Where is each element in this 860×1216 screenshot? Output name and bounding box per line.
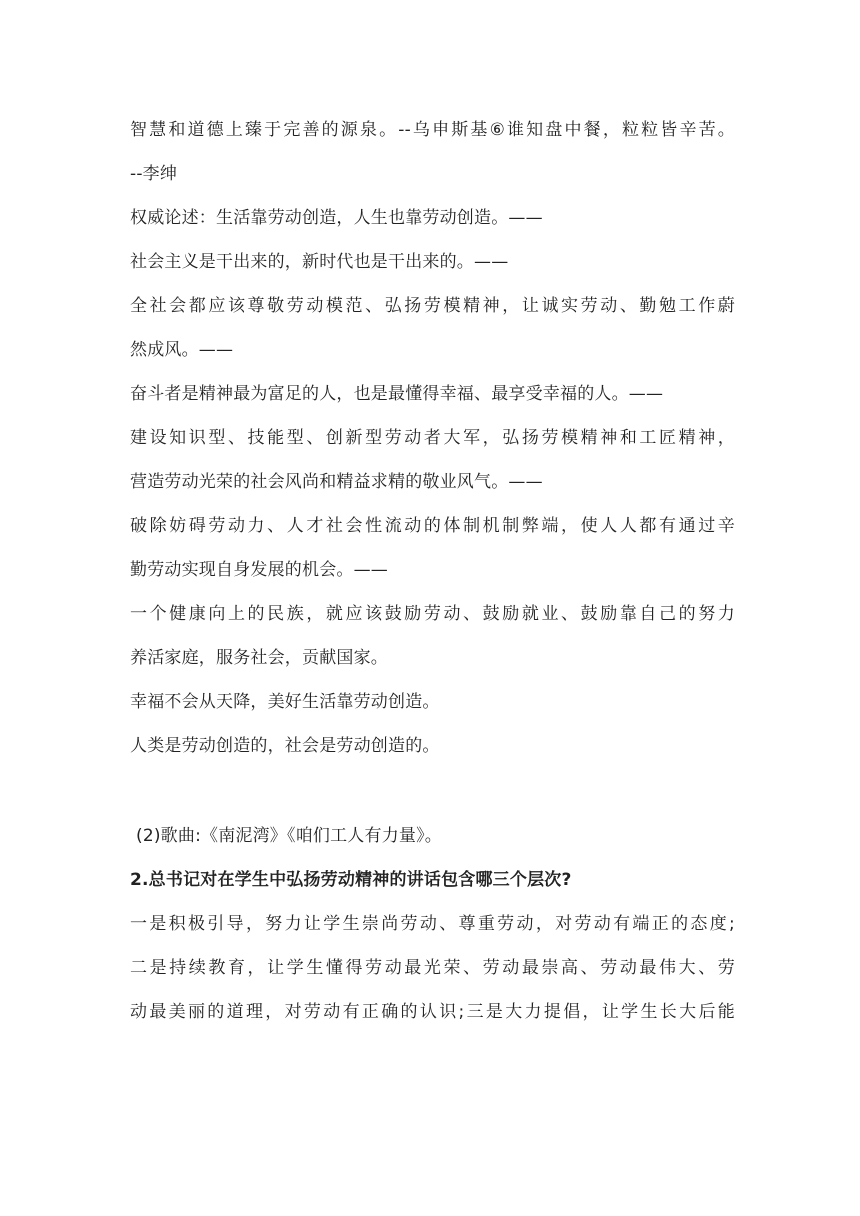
- text-line: 人类是劳动创造的，社会是劳动创造的。: [130, 736, 440, 756]
- paragraph-gap: [130, 768, 735, 814]
- song-line: (2)歌曲:《南泥湾》《咱们工人有力量》。: [136, 826, 443, 846]
- text-line: 全社会都应该尊敬劳动模范、弘扬劳模精神，让诚实劳动、勤勉工作蔚: [130, 296, 735, 316]
- text-line: 一个健康向上的民族，就应该鼓励劳动、鼓励就业、鼓励靠自己的努力: [130, 604, 735, 624]
- text-line: 社会主义是干出来的，新时代也是干出来的。——: [130, 252, 509, 272]
- text-line: 勤劳动实现自身发展的机会。——: [130, 560, 388, 580]
- text-line: 奋斗者是精神最为富足的人，也是最懂得幸福、最享受幸福的人。——: [130, 384, 664, 404]
- text-line: 破除妨碍劳动力、人才社会性流动的体制机制弊端，使人人都有通过辛: [130, 516, 735, 536]
- document-body: [130, 108, 735, 1034]
- answer-line: 动最美丽的道理，对劳动有正确的认识;三是大力提倡，让学生长大后能: [130, 1002, 735, 1022]
- text-line: 建设知识型、技能型、创新型劳动者大军，弘扬劳模精神和工匠精神，: [130, 428, 735, 448]
- text-line: 智慧和道德上臻于完善的源泉。--乌申斯基⑥谁知盘中餐，粒粒皆辛苦。: [130, 120, 735, 140]
- question-heading: 2.总书记对在学生中弘扬劳动精神的讲话包含哪三个层次?: [130, 870, 572, 890]
- text-line: 权威论述：生活靠劳动创造，人生也靠劳动创造。——: [130, 208, 543, 228]
- text-line: 养活家庭，服务社会，贡献国家。: [130, 648, 388, 668]
- text-line: 然成风。——: [130, 340, 234, 360]
- answer-line: 一是积极引导，努力让学生崇尚劳动、尊重劳动，对劳动有端正的态度;: [130, 914, 735, 934]
- text-line: 营造劳动光荣的社会风尚和精益求精的敬业风气。——: [130, 472, 543, 492]
- text-line: 幸福不会从天降，美好生活靠劳动创造。: [130, 692, 440, 712]
- answer-line: 二是持续教育，让学生懂得劳动最光荣、劳动最崇高、劳动最伟大、劳: [130, 958, 735, 978]
- text-line: --李绅: [130, 164, 178, 184]
